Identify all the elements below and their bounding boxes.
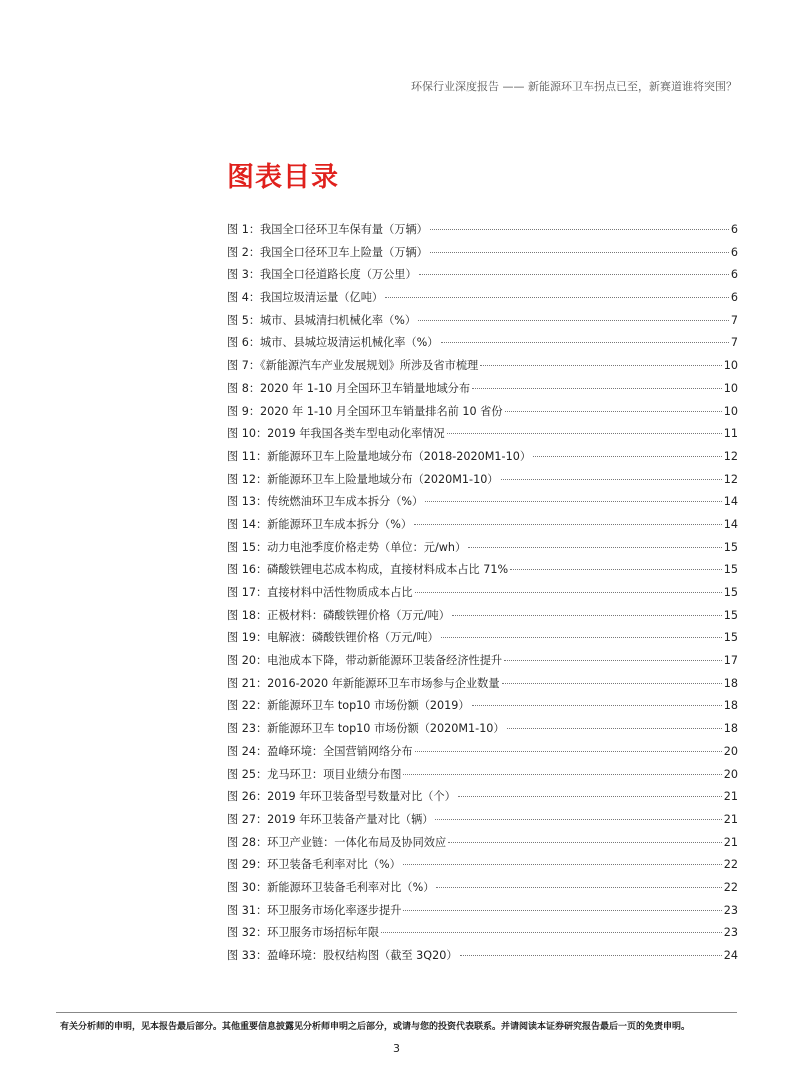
toc-leader-dots [448,842,722,843]
toc-leader-dots [510,569,722,570]
toc-entry-page: 15 [723,586,738,599]
toc-leader-dots [458,796,722,797]
toc-entry[interactable] [227,675,738,698]
toc-entry-label: 图 33：盈峰环境：股权结构图（截至 3Q20） [227,949,458,962]
footer-divider [56,1012,737,1013]
toc-entry-page: 18 [723,722,738,736]
toc-entry[interactable] [227,811,738,834]
toc-entry-page: 6 [730,245,738,259]
toc-entry[interactable] [227,403,738,426]
toc-entry[interactable] [227,924,738,947]
toc-entry-label: 图 21：2016-2020 年新能源环卫车市场参与企业数量 [227,676,500,690]
toc-leader-dots [472,388,722,389]
toc-entry-label: 图 31：环卫服务市场化率逐步提升 [227,903,402,917]
toc-entry-page: 10 [723,359,738,373]
toc-leader-dots [381,932,722,933]
toc-entry-label: 图 6：城市、县城垃圾清运机械化率（%） [227,336,439,350]
toc-entry-label: 图 20：电池成本下降，带动新能源环卫装备经济性提升 [227,654,503,668]
toc-entry-page: 11 [723,427,738,441]
toc-entry-page: 21 [723,790,738,804]
toc-leader-dots [403,910,721,911]
toc-entry-page: 23 [723,903,738,917]
toc-entry-label: 图 14：新能源环卫车成本拆分（%） [227,517,413,531]
toc-entry-label: 图 32：环卫服务市场招标年限 [227,926,380,940]
toc-entry-label: 图 8：2020 年 1-10 月全国环卫车销量地域分布 [227,381,471,395]
toc-entry-page: 6 [730,223,738,236]
toc-entry-page: 22 [723,858,738,872]
toc-entry-label: 图 18：正极材料：磷酸铁锂价格（万元/吨） [227,608,450,622]
toc-leader-dots [441,637,722,638]
toc-leader-dots [385,297,729,298]
toc-entry-label: 图 1：我国全口径环卫车保有量（万辆） [227,223,428,236]
toc-entry-page: 6 [730,268,738,282]
toc-entry[interactable] [227,879,738,902]
toc-leader-dots [472,705,722,706]
toc-leader-dots [480,365,722,366]
toc-entry[interactable] [227,856,738,879]
toc-entry-label: 图 12：新能源环卫车上险量地域分布（2020M1-10） [227,472,499,486]
toc-entry[interactable] [227,289,738,312]
toc-leader-dots [505,411,722,412]
toc-entry-page: 23 [723,926,738,940]
toc-leader-dots [403,774,721,775]
toc-entry[interactable] [227,766,738,789]
toc-leader-dots [435,819,721,820]
toc-entry-page: 14 [723,495,738,509]
toc-entry-page: 7 [730,336,738,350]
toc-leader-dots [504,660,722,661]
toc-entry-page: 22 [723,880,738,894]
figure-list [227,221,738,970]
toc-entry[interactable] [227,652,738,675]
toc-entry[interactable] [227,357,738,380]
toc-entry-label: 图 25：龙马环卫：项目业绩分布图 [227,767,402,781]
toc-entry-label: 图 29：环卫装备毛利率对比（%） [227,858,401,872]
toc-entry[interactable] [227,493,738,516]
toc-entry-label: 图 15：动力电池季度价格走势（单位：元/wh） [227,540,467,554]
toc-entry-label: 图 17：直接材料中活性物质成本占比 [227,586,413,599]
toc-entry-page: 18 [723,676,738,690]
toc-entry-page: 15 [723,540,738,554]
toc-entry-label: 图 9：2020 年 1-10 月全国环卫车销量排名前 10 省份 [227,404,503,418]
toc-entry-page: 7 [730,313,738,327]
toc-entry[interactable] [227,720,738,743]
toc-entry-page: 14 [723,517,738,531]
toc-leader-dots [415,751,722,752]
toc-leader-dots [501,479,722,480]
toc-leader-dots [441,342,729,343]
toc-leader-dots [468,547,722,548]
toc-entry-label: 图 2：我国全口径环卫车上险量（万辆） [227,245,428,259]
toc-entry[interactable] [227,743,738,766]
toc-entry-page: 24 [723,949,738,962]
toc-entry-page: 10 [723,404,738,418]
toc-entry[interactable] [227,584,738,607]
toc-entry[interactable] [227,448,738,471]
toc-entry[interactable] [227,244,738,267]
toc-entry-page: 6 [730,291,738,305]
toc-leader-dots [460,955,722,956]
toc-entry-page: 12 [723,449,738,463]
toc-entry-page: 15 [723,608,738,622]
toc-entry[interactable] [227,834,738,857]
report-header: 环保行业深度报告 —— 新能源环卫车拐点已至，新赛道谁将突围？ [411,80,737,93]
toc-leader-dots [430,229,729,230]
toc-entry[interactable] [227,425,738,448]
page-title: 图表目录 [227,162,339,193]
toc-leader-dots [414,524,722,525]
toc-leader-dots [430,252,729,253]
toc-entry[interactable] [227,312,738,335]
toc-entry[interactable] [227,629,738,652]
toc-entry[interactable] [227,947,738,970]
toc-leader-dots [419,274,729,275]
toc-entry[interactable] [227,334,738,357]
toc-leader-dots [415,592,722,593]
toc-entry-label: 图 3：我国全口径道路长度（万公里） [227,268,417,282]
toc-leader-dots [403,864,722,865]
toc-entry-label: 图 26：2019 年环卫装备型号数量对比（个） [227,790,456,804]
toc-entry[interactable] [227,902,738,925]
toc-entry[interactable] [227,561,738,584]
toc-entry[interactable] [227,788,738,811]
toc-entry[interactable] [227,697,738,720]
toc-leader-dots [507,728,722,729]
toc-entry[interactable] [227,607,738,630]
toc-entry-page: 15 [723,631,738,645]
toc-entry[interactable] [227,516,738,539]
toc-entry-page: 12 [723,472,738,486]
footer-disclaimer: 有关分析师的申明，见本报告最后部分。其他重要信息披露见分析师申明之后部分，或请与您的投资代表联系。并请阅读本证券研究报告最后一页的免责申明。 [60,1022,691,1032]
toc-leader-dots [452,615,722,616]
toc-leader-dots [533,456,722,457]
toc-entry-label: 图 5：城市、县城清扫机械化率（%） [227,313,417,327]
toc-entry-label: 图 30：新能源环卫装备毛利率对比（%） [227,880,435,894]
toc-entry-page: 21 [723,835,738,849]
toc-entry-page: 21 [723,812,738,826]
toc-entry-label: 图 27：2019 年环卫装备产量对比（辆） [227,812,434,826]
toc-leader-dots [502,683,722,684]
toc-entry[interactable] [227,471,738,494]
toc-entry[interactable] [227,266,738,289]
toc-entry-label: 图 11：新能源环卫车上险量地域分布（2018-2020M1-10） [227,449,532,463]
toc-entry-label: 图 22：新能源环卫车 top10 市场份额（2019） [227,699,470,713]
toc-leader-dots [425,501,722,502]
toc-leader-dots [436,887,721,888]
toc-entry-label: 图 13：传统燃油环卫车成本拆分（%） [227,495,424,509]
toc-entry-page: 15 [723,563,738,577]
toc-entry-label: 图 10：2019 年我国各类车型电动化率情况 [227,427,445,441]
toc-entry-page: 17 [723,654,738,668]
toc-entry-page: 18 [723,699,738,713]
toc-entry-page: 10 [723,381,738,395]
toc-entry-page: 20 [723,744,738,758]
toc-entry-label: 图 16：磷酸铁锂电芯成本构成，直接材料成本占比 71% [227,563,509,577]
toc-entry-label: 图 19：电解液：磷酸铁锂价格（万元/吨） [227,631,439,645]
toc-entry[interactable] [227,539,738,562]
toc-entry-label: 图 24：盈峰环境：全国营销网络分布 [227,744,413,758]
toc-entry-label: 图 23：新能源环卫车 top10 市场份额（2020M1-10） [227,722,505,736]
toc-leader-dots [447,433,722,434]
toc-entry-label: 图 7：《新能源汽车产业发展规划》所涉及省市梳理 [227,359,479,373]
page-number: 3 [393,1042,400,1055]
toc-entry-page: 20 [723,767,738,781]
toc-entry[interactable] [227,380,738,403]
toc-entry-label: 图 28：环卫产业链：一体化布局及协同效应 [227,835,447,849]
toc-entry[interactable] [227,221,738,244]
toc-entry-label: 图 4：我国垃圾清运量（亿吨） [227,291,384,305]
toc-leader-dots [418,320,729,321]
